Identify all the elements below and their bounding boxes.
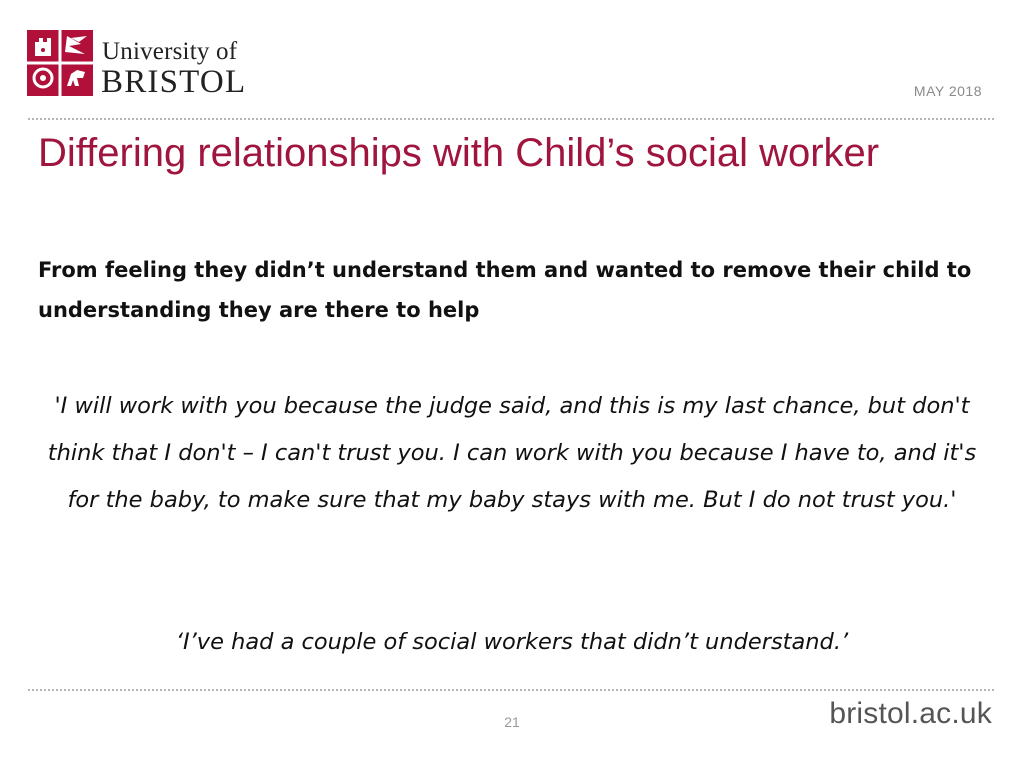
slide-subtitle: From feeling they didn’t understand them and wanted to remove their child to understanding they are there to help — [38, 258, 972, 322]
quote-judge: 'I will work with you because the judge said, and this is my last chance, but don't think that I don't – I can't trust you. I can work with you because I have to, and it's for the baby, to make sure that my baby stays with me. But I do not trust you.' — [47, 393, 977, 513]
slide-title: Differing relationships with Child’s social worker — [38, 131, 880, 175]
logo-bristol: BRISTOL — [101, 64, 247, 100]
footer-url: bristol.ac.uk — [829, 697, 992, 730]
page-number: 21 — [504, 714, 520, 730]
slide-date: MAY 2018 — [913, 83, 982, 99]
logo-university-of: University of — [102, 38, 238, 65]
quote-social-workers: ‘I’ve had a couple of social workers that didn’t understand.’ — [175, 629, 849, 655]
header-divider — [28, 118, 994, 120]
university-logo — [27, 30, 257, 100]
crest-icon — [27, 30, 93, 96]
footer-divider — [28, 689, 994, 691]
